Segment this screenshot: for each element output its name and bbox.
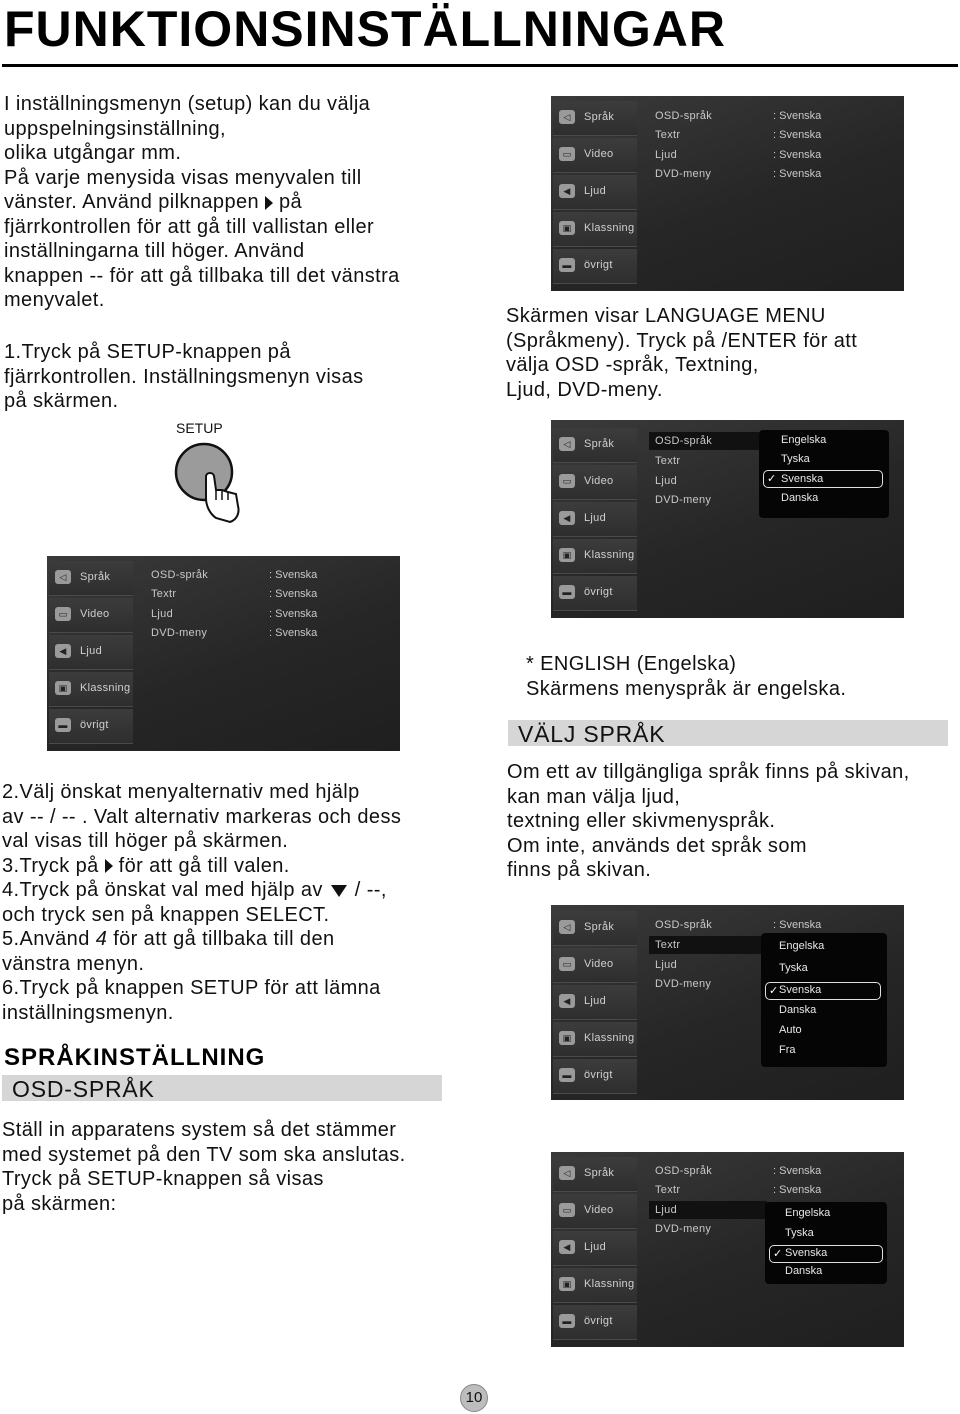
osd-row-dvd-meny: DVD-meny	[151, 627, 208, 639]
step-text: / --,	[354, 879, 387, 901]
osd-row-osd-sprak: OSD-språk	[655, 110, 713, 122]
step-line: inställningsmenyn.	[2, 1001, 174, 1024]
osd-value: : Svenska	[773, 919, 822, 931]
tv-icon: ▭	[559, 474, 575, 488]
step-line: på skärmen.	[4, 390, 119, 412]
intro-text: på	[279, 191, 303, 213]
sprak-line: Tryck på SETUP-knappen så visas	[2, 1168, 324, 1190]
osd-side-item-sprak: ◁ Språk	[553, 911, 637, 946]
osd-side-item-ovrigt: ▬ övrigt	[49, 709, 133, 744]
caption-line: välja OSD -språk, Textning,	[506, 354, 759, 376]
caption-line: Skärmens menyspråk är engelska.	[526, 677, 847, 700]
valj-line: finns på skivan.	[507, 859, 652, 881]
osd-value: : Svenska	[269, 588, 318, 600]
step-text: för att gå tillbaka till den	[113, 928, 335, 950]
sprak-paragraph	[2, 1118, 406, 1216]
section-heading: SPRÅKINSTÄLLNING	[4, 1044, 266, 1071]
misc-icon: ▬	[559, 1314, 575, 1328]
lock-icon: ▣	[55, 681, 71, 695]
valj-sprak-bar: VÄLJ SPRÅK	[508, 720, 948, 746]
osd-side-item-klassning: ▣ Klassning	[553, 539, 637, 574]
osd-option: Engelska	[779, 940, 825, 952]
speaker-icon: ◁	[559, 1166, 575, 1180]
osd-side-item-ljud: ◀ Ljud	[553, 1231, 637, 1266]
intro-line: inställningarna till höger. Använd	[4, 240, 305, 262]
step-text: för att gå till valen.	[118, 854, 290, 877]
page-number: 10	[460, 1384, 488, 1412]
osd-screen-textr-select	[551, 905, 904, 1100]
osd-side-item-ljud: ◀ Ljud	[553, 175, 637, 210]
valj-line: textning eller skivmenyspråk.	[507, 810, 776, 832]
osd-row-ljud: Ljud	[151, 608, 173, 620]
arrow-right-icon	[105, 859, 113, 873]
intro-paragraph	[4, 92, 400, 313]
step-line: val visas till höger på skärmen.	[2, 830, 289, 852]
osd-options-popup	[759, 430, 889, 518]
osd-value: : Svenska	[269, 627, 318, 639]
audio-icon: ◀	[559, 511, 575, 525]
step-line: 1.Tryck på SETUP-knappen på	[4, 341, 291, 363]
intro-line: uppspelningsinställning,	[4, 117, 226, 140]
osd-row-ljud: Ljud	[655, 1204, 677, 1216]
osd-side-item-sprak: ◁ Språk	[553, 1157, 637, 1192]
steps-paragraph	[2, 780, 401, 1025]
osd-screen-language-menu	[551, 96, 904, 291]
osd-sprak-bar: OSD-SPRÅK	[2, 1075, 442, 1101]
osd-row-dvd-meny: DVD-meny	[655, 978, 712, 990]
step-line: och tryck sen på knappen SELECT.	[2, 903, 330, 926]
osd-side-item-ljud: ◀ Ljud	[553, 502, 637, 537]
osd-value: : Svenska	[269, 608, 318, 620]
lock-icon: ▣	[559, 548, 575, 562]
osd-side-item-sprak: ◁ Språk	[553, 101, 637, 136]
osd-screen-setup-menu	[47, 556, 400, 751]
osd-side-item-ljud: ◀ Ljud	[553, 985, 637, 1020]
osd-side-item-klassning: ▣ Klassning	[553, 212, 637, 247]
osd-row-dvd-meny: DVD-meny	[655, 1223, 712, 1235]
sprak-line: med systemet på den TV som ska anslutas.	[2, 1143, 406, 1166]
osd-option: Svenska	[781, 473, 824, 485]
osd-side-item-video: ▭ Video	[553, 948, 637, 983]
check-icon: ✓	[773, 1248, 783, 1260]
language-menu-caption	[506, 304, 857, 402]
step-line: 6.Tryck på knappen SETUP för att lämna	[2, 977, 381, 999]
osd-side-item-klassning: ▣ Klassning	[49, 672, 133, 707]
intro-line: olika utgångar mm.	[4, 142, 182, 164]
osd-option: Tyska	[779, 962, 808, 974]
osd-row-textr: Textr	[151, 588, 177, 600]
speaker-icon: ◁	[559, 110, 575, 124]
osd-row-osd-sprak: OSD-språk	[655, 919, 713, 931]
osd-option: Auto	[779, 1024, 802, 1036]
osd-option: Svenska	[785, 1247, 828, 1259]
speaker-icon: ◁	[55, 570, 71, 584]
osd-side-item-video: ▭ Video	[49, 598, 133, 633]
step-text: 4.Tryck på önskat val med hjälp av	[2, 879, 323, 901]
osd-option: Engelska	[781, 434, 827, 446]
tv-icon: ▭	[559, 957, 575, 971]
misc-icon: ▬	[559, 1068, 575, 1082]
step-line: fjärrkontrollen. Inställningsmenyn visas	[4, 365, 364, 388]
step-text: 5.Använd	[2, 928, 90, 950]
step-number: 4	[95, 928, 108, 950]
audio-icon: ◀	[559, 1240, 575, 1254]
osd-option: Danska	[779, 1004, 817, 1016]
osd-row-textr: Textr	[655, 455, 681, 467]
osd-side-item-sprak: ◁ Språk	[553, 428, 637, 463]
misc-icon: ▬	[559, 585, 575, 599]
osd-row-ljud: Ljud	[655, 149, 677, 161]
intro-line: På varje menysida visas menyvalen till	[4, 166, 362, 189]
osd-side-item-video: ▭ Video	[553, 138, 637, 173]
step-line	[2, 854, 401, 879]
audio-icon: ◀	[559, 994, 575, 1008]
intro-line: menyvalet.	[4, 289, 105, 311]
osd-row-dvd-meny: DVD-meny	[655, 494, 712, 506]
caption-line: Ljud, DVD-meny.	[506, 378, 663, 401]
speaker-icon: ◁	[559, 437, 575, 451]
audio-icon: ◀	[559, 184, 575, 198]
sprak-line: på skärmen:	[2, 1192, 117, 1215]
osd-row-osd-sprak: OSD-språk	[151, 569, 209, 581]
osd-row-osd-sprak: OSD-språk	[655, 435, 713, 447]
page-title: FUNKTIONSINSTÄLLNINGAR	[4, 1, 726, 57]
osd-side-item-klassning: ▣ Klassning	[553, 1022, 637, 1057]
osd-side-item-ljud: ◀ Ljud	[49, 635, 133, 670]
osd-value: : Svenska	[773, 1184, 822, 1196]
osd-option: Danska	[785, 1265, 823, 1277]
intro-text: vänster. Använd pilknappen	[4, 191, 260, 213]
osd-sidebar	[551, 905, 637, 1100]
caption-line: Skärmen visar LANGUAGE MENU	[506, 305, 826, 327]
tv-icon: ▭	[559, 147, 575, 161]
valj-line: Om ett av tillgängliga språk finns på skivan,	[507, 761, 910, 783]
lock-icon: ▣	[559, 221, 575, 235]
valj-line: kan man välja ljud,	[507, 785, 681, 808]
step-text: 3.Tryck på	[2, 854, 99, 877]
osd-value: : Svenska	[773, 168, 822, 180]
misc-icon: ▬	[559, 258, 575, 272]
osd-row-textr: Textr	[655, 129, 681, 141]
osd-row-textr: Textr	[655, 939, 681, 951]
osd-sidebar	[47, 556, 133, 751]
check-icon: ✓	[767, 473, 777, 485]
misc-icon: ▬	[55, 718, 71, 732]
osd-options-popup	[765, 1202, 887, 1284]
osd-value: : Svenska	[773, 110, 822, 122]
osd-side-item-video: ▭ Video	[553, 465, 637, 500]
osd-option: Tyska	[785, 1227, 814, 1239]
osd-value: : Svenska	[269, 569, 318, 581]
osd-sidebar	[551, 420, 637, 618]
osd-option: Engelska	[785, 1207, 831, 1219]
check-icon: ✓	[769, 985, 779, 997]
title-rule	[2, 64, 958, 67]
osd-value: : Svenska	[773, 1165, 822, 1177]
osd-value: : Svenska	[773, 149, 822, 161]
intro-line: knappen -- för att gå tillbaka till det vänstra	[4, 264, 400, 287]
tv-icon: ▭	[55, 607, 71, 621]
caption-line: * ENGLISH (Engelska)	[526, 653, 737, 675]
step-line: av -- / -- . Valt alternativ markeras och dess	[2, 805, 402, 828]
osd-row-ljud: Ljud	[655, 959, 677, 971]
valj-sprak-paragraph	[507, 760, 910, 883]
intro-line	[4, 190, 400, 215]
step-line	[2, 927, 401, 952]
step-line: vänstra menyn.	[2, 952, 145, 975]
step-line: 2.Välj önskat menyalternativ med hjälp	[2, 781, 360, 803]
valj-line: Om inte, används det språk som	[507, 834, 807, 857]
osd-side-item-ovrigt: ▬ övrigt	[553, 249, 637, 284]
osd-side-item-sprak: ◁ Språk	[49, 561, 133, 596]
step-line	[2, 878, 401, 903]
osd-option: Danska	[781, 492, 819, 504]
osd-side-item-ovrigt: ▬ övrigt	[553, 1305, 637, 1340]
lock-icon: ▣	[559, 1277, 575, 1291]
lock-icon: ▣	[559, 1031, 575, 1045]
tv-icon: ▭	[559, 1203, 575, 1217]
audio-icon: ◀	[55, 644, 71, 658]
intro-line: I inställningsmenyn (setup) kan du välja	[4, 93, 371, 115]
osd-row-textr: Textr	[655, 1184, 681, 1196]
osd-value: : Svenska	[773, 129, 822, 141]
osd-sidebar	[551, 1152, 637, 1347]
osd-side-item-klassning: ▣ Klassning	[553, 1268, 637, 1303]
osd-option: Tyska	[781, 453, 810, 465]
osd-row-ljud: Ljud	[655, 475, 677, 487]
osd-screen-ljud-select	[551, 1152, 904, 1347]
osd-screen-osd-sprak-select	[551, 420, 904, 618]
osd-row-osd-sprak: OSD-språk	[655, 1165, 713, 1177]
setup-label: SETUP	[176, 420, 223, 436]
arrow-down-icon	[331, 885, 347, 897]
osd-option: Fra	[779, 1044, 796, 1056]
intro-line: fjärrkontrollen för att gå till vallistan eller	[4, 215, 375, 238]
osd-side-item-ovrigt: ▬ övrigt	[553, 576, 637, 611]
osd-side-item-ovrigt: ▬ övrigt	[553, 1059, 637, 1094]
osd-row-dvd-meny: DVD-meny	[655, 168, 712, 180]
sprak-line: Ställ in apparatens system så det stämmer	[2, 1119, 397, 1141]
step1-paragraph	[4, 340, 364, 414]
speaker-icon: ◁	[559, 920, 575, 934]
osd-option: Svenska	[779, 984, 822, 996]
hand-press-icon	[170, 436, 250, 528]
caption-line: (Språkmeny). Tryck på /ENTER för att	[506, 329, 858, 352]
arrow-right-icon	[265, 196, 273, 210]
osd-sidebar	[551, 96, 637, 291]
osd-options-popup	[761, 933, 887, 1067]
osd-side-item-video: ▭ Video	[553, 1194, 637, 1229]
english-caption	[526, 652, 846, 701]
